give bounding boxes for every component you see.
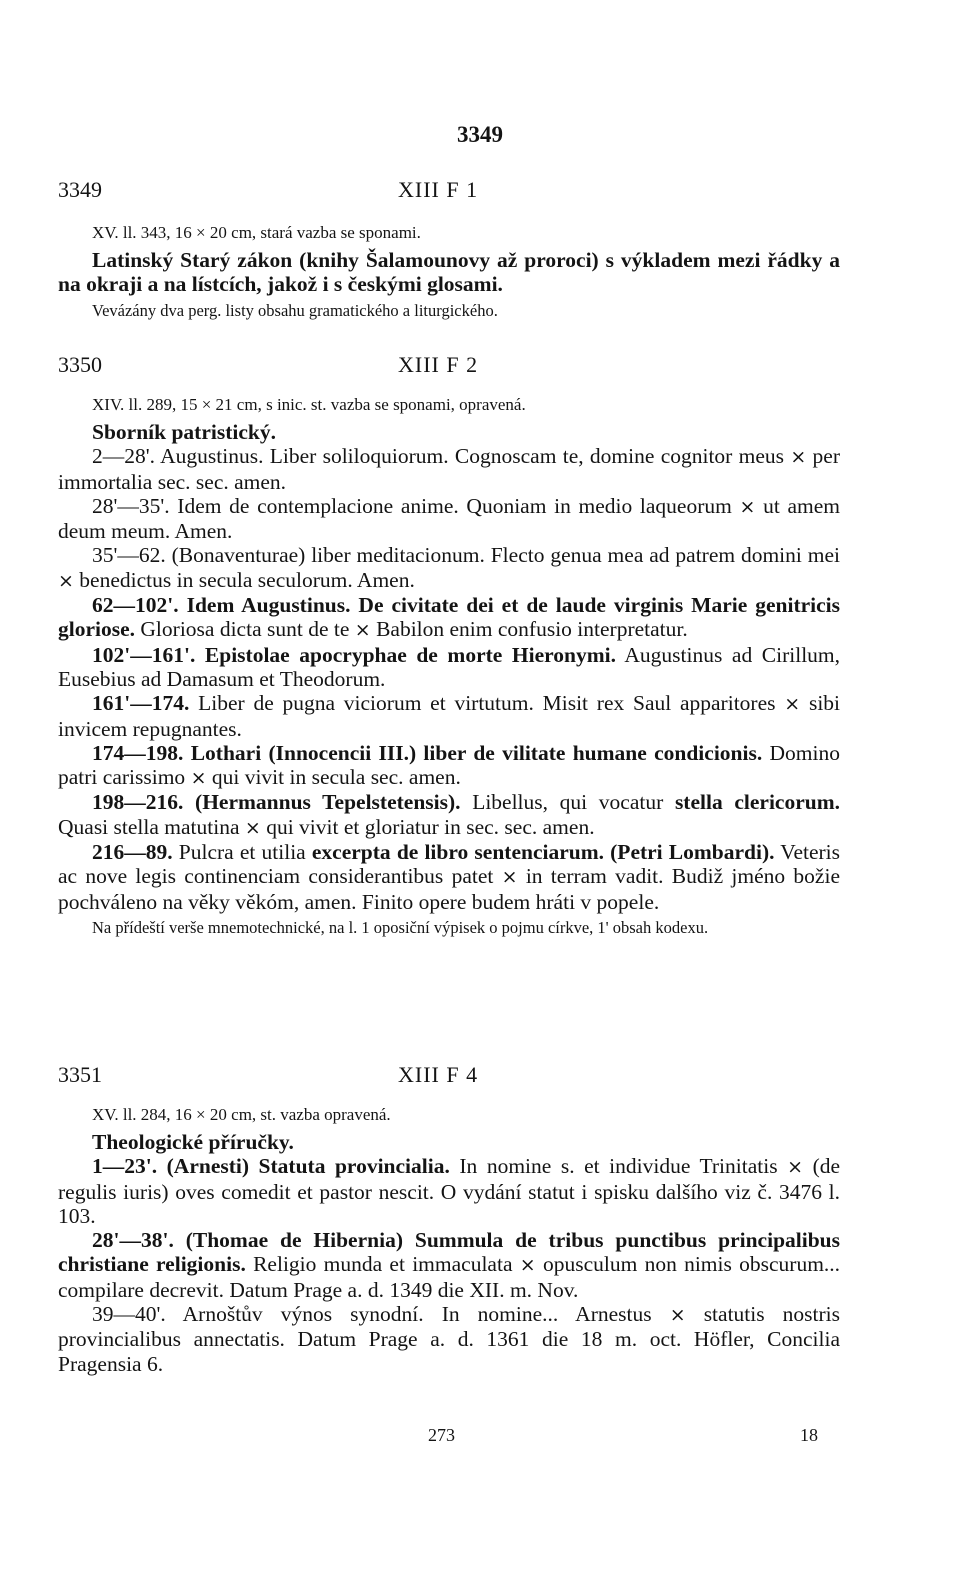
entry-header (58, 1062, 898, 1092)
entry-body (58, 222, 840, 323)
omission-mark: × (354, 619, 371, 642)
folio-range: 174—198. (92, 740, 184, 765)
item-title: (Hermannus Tepelstetensis). (195, 790, 461, 815)
entry-note: Na přídeští verše mnemotechnické, na l. 1 oposiční výpisek o pojmu církve, 1' obsah kodexu. (92, 917, 709, 937)
page-number: 273 (428, 1425, 455, 1445)
item-title: stella clericorum. (674, 790, 841, 815)
entry-body (58, 1104, 840, 1376)
folio-range: 1—23'. (92, 1154, 158, 1179)
content-item (58, 741, 840, 791)
item-text: Liber de pugna viciorum et virtutum. Misit rex Saul apparitores (198, 691, 776, 716)
item-title: (Thomae de Hibernia) Summula de tribus punctibus principalibus christiane religionis. (58, 1228, 840, 1277)
shelfmark: XIII F 1 (398, 177, 479, 202)
item-text: Idem de contemplacione anime. Quoniam in medio laqueorum (177, 493, 732, 518)
folio-range: 161'—174. (92, 691, 190, 716)
folio-range: 198—216. (92, 790, 184, 815)
item-text: Veteris ac nove legis continenciam considerantibus patet (58, 840, 840, 889)
omission-mark: × (790, 446, 807, 469)
item-text: Augustinus. Liber soliloquiorum. Cognoscam te, domine cognitor meus (160, 444, 785, 469)
entry-title: Sborník patristický. (92, 420, 276, 444)
content-item (58, 444, 840, 494)
item-title: Idem Augustinus. De civitate dei et de laude virginis Marie genitricis gloriose. (58, 593, 841, 642)
item-text: qui vivit et gloriatur in sec. sec. amen. (266, 814, 595, 839)
entry-title: Theologické příručky. (92, 1130, 294, 1154)
item-text: per immortalia sec. sec. amen. (58, 444, 840, 494)
omission-mark: × (244, 816, 261, 839)
content-item (58, 543, 840, 593)
content-item (58, 593, 840, 643)
omission-mark: × (501, 866, 518, 889)
manuscript-description: XIV. ll. 289, 15 × 21 cm, s inic. st. vazba se sponami, opravená. (92, 395, 526, 414)
content-item (58, 1154, 840, 1228)
folio-range: 28'—35'. (92, 493, 170, 518)
item-text: (de regulis iuris) oves comedit et pastor nescit. O vydání statut i spisku dalšího viz č. 3476 l. 103. (58, 1154, 841, 1228)
content-item (58, 691, 840, 741)
item-text: (Bonaventurae) liber meditacionum. Flecto genua mea ad patrem domini mei (171, 543, 840, 568)
manuscript-description: XV. ll. 284, 16 × 20 cm, st. vazba opravená. (92, 1105, 391, 1124)
item-text: Babilon enim confusio interpretatur. (376, 617, 688, 642)
entry-title: Latinský Starý zákon (knihy Šalamounovy až proroci) s výkladem mezi řádky a na okraji a na lístcích, jakož i s českými glosami. (58, 248, 840, 297)
entry-header (58, 177, 898, 207)
item-text: Domino patri carissimo (58, 740, 841, 790)
content-item (58, 1228, 840, 1302)
entry-number: 3351 (58, 1062, 102, 1087)
item-text: Gloriosa dicta sunt de te (140, 617, 350, 642)
page-footer (0, 1425, 960, 1449)
item-title: excerpta de libro sentenciarum. (Petri Lombardi). (311, 840, 775, 865)
folio-range: 35'—62. (92, 543, 166, 568)
omission-mark: × (784, 693, 801, 716)
omission-mark: × (58, 569, 74, 592)
folio-range: 62—102'. (92, 593, 179, 618)
content-item (58, 1302, 840, 1376)
content-item (58, 790, 840, 840)
item-title: (Arnesti) Statuta provincialia. (166, 1154, 450, 1179)
entry-note: Vevázány dva perg. listy obsahu gramatického a liturgického. (92, 300, 498, 320)
content-item (58, 494, 840, 544)
item-text: Pulcra et utilia (178, 840, 306, 865)
omission-mark: × (787, 1156, 804, 1179)
entry-number: 3350 (58, 352, 102, 377)
shelfmark: XIII F 2 (398, 352, 479, 377)
entry-header (58, 352, 898, 382)
item-text: statutis nostris provincialibus annectatis. Datum Prage a. d. 1361 die 18 m. oct. Höfler, Concilia Pragensia 6. (58, 1302, 841, 1376)
content-item (58, 840, 840, 914)
page-header: 3349 (457, 122, 503, 147)
folio-range: 102'—161'. (92, 642, 196, 667)
omission-mark: × (519, 1254, 536, 1277)
item-text: Augustinus ad Cirillum, Eusebius ad Damasum et Theodorum. (58, 642, 841, 691)
entry-number: 3349 (58, 177, 102, 202)
shelfmark: XIII F 4 (398, 1062, 479, 1087)
item-text: qui vivit in secula sec. amen. (211, 765, 461, 790)
item-text: ut amem deum meum. Amen. (58, 493, 841, 544)
omission-mark: × (669, 1304, 686, 1327)
manuscript-description: XV. ll. 343, 16 × 20 cm, stará vazba se sponami. (92, 223, 421, 242)
entry-body (58, 394, 840, 940)
item-text: Arnoštův výnos synodní. In nomine... Arnestus (182, 1302, 652, 1327)
item-text: In nomine s. et individue Trinitatis (459, 1154, 778, 1179)
item-text: Quasi stella matutina (58, 814, 240, 839)
item-text: Libellus, qui vocatur (472, 790, 664, 815)
item-title: Lothari (Innocencii III.) liber de vilitate humane condicionis. (190, 740, 763, 765)
item-text: sibi invicem repugnantes. (58, 691, 841, 741)
item-text: opusculum non nimis obscurum... compilare decrevit. Datum Prage a. d. 1349 die XII. m. Nov. (58, 1252, 841, 1302)
printer-signature: 18 (800, 1425, 818, 1445)
folio-range: 39—40'. (92, 1302, 166, 1327)
folio-range: 2—28'. (92, 444, 155, 469)
omission-mark: × (739, 495, 756, 518)
content-item (58, 643, 840, 692)
item-text: benedictus in secula seculorum. Amen. (79, 567, 415, 592)
folio-range: 216—89. (92, 840, 173, 865)
omission-mark: × (190, 767, 207, 790)
item-text: Religio munda et immaculata (253, 1252, 513, 1277)
item-text: in terram vadit. Budiž jméno božie pochváleno na věky věkóm, amen. Finito opere budem hráti v popele. (58, 864, 840, 914)
item-title: Epistolae apocryphae de morte Hieronymi. (204, 642, 616, 667)
folio-range: 28'—38'. (92, 1228, 174, 1253)
